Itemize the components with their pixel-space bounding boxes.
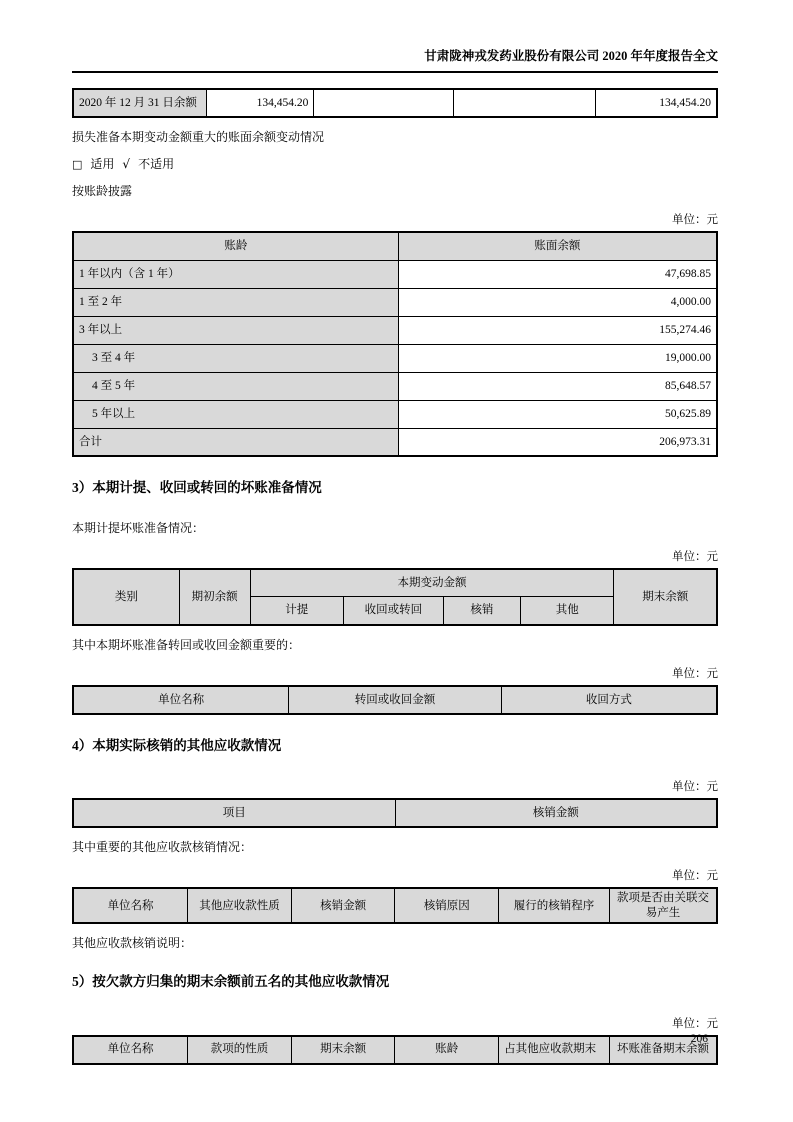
provision-change-table — [72, 568, 718, 626]
aging-col-header: 账龄 — [395, 1036, 499, 1064]
current-change-group-header: 本期变动金额 — [250, 569, 614, 597]
aging-row-value: 50,625.89 — [398, 400, 717, 428]
unit-label: 单位：元 — [672, 667, 718, 680]
table-header-row — [73, 686, 717, 714]
related-party-col-header: 款项是否由关联交易产生 — [609, 888, 717, 923]
aging-row-value: 85,648.57 — [398, 372, 717, 400]
writeoff-col-header: 核销 — [443, 597, 520, 625]
aging-disclosure-text: 按账龄披露 — [72, 184, 133, 199]
aging-row-label: 5 年以上 — [73, 400, 398, 428]
proportion-col-header: 占其他应收款期末 — [499, 1036, 610, 1064]
provision-balance-col-header: 坏账准备期末余额 — [609, 1036, 717, 1064]
section-heading-5: 5）按欠款方归集的期末余额前五名的其他应收款情况 — [72, 974, 390, 990]
table-row — [73, 260, 717, 288]
table-row — [73, 372, 717, 400]
aging-row-value: 47,698.85 — [398, 260, 717, 288]
applicable-line — [72, 157, 718, 172]
unit-label: 单位：元 — [672, 550, 718, 563]
balance-value-1: 134,454.20 — [206, 89, 314, 117]
balance-table — [72, 88, 718, 118]
opening-balance-col-header: 期初余额 — [179, 569, 250, 625]
page-content — [72, 0, 718, 1065]
important-writeoff-text: 其中重要的其他应收款核销情况： — [72, 840, 253, 855]
writeoff-procedure-col-header: 履行的核销程序 — [499, 888, 610, 923]
recovery-table — [72, 685, 718, 715]
unit-label: 单位：元 — [672, 870, 718, 883]
running-header: 甘肃陇神戎发药业股份有限公司 2020 年年度报告全文 — [72, 0, 718, 73]
table-row — [73, 89, 717, 117]
aging-row-label: 3 至 4 年 — [73, 344, 398, 372]
table-row — [73, 344, 717, 372]
other-col-header: 其他 — [521, 597, 614, 625]
aging-col-header: 账龄 — [73, 232, 398, 260]
aging-total-label: 合计 — [73, 428, 398, 456]
closing-balance-col-header: 期末余额 — [614, 569, 717, 625]
item-col-header: 项目 — [73, 799, 395, 827]
top5-receivables-table — [72, 1035, 718, 1065]
table-row — [73, 428, 717, 456]
aging-row-value: 4,000.00 — [398, 288, 717, 316]
unit-label: 单位：元 — [672, 1017, 718, 1030]
balance-empty-2 — [454, 89, 596, 117]
table-header-row — [73, 569, 717, 597]
aging-row-value: 19,000.00 — [398, 344, 717, 372]
table-header-row — [73, 1036, 717, 1064]
table-header-row — [73, 232, 717, 260]
not-applicable-label: 不适用 — [138, 157, 175, 172]
balance-col-header: 账面余额 — [398, 232, 717, 260]
writeoff-note-text: 其他应收款核销说明： — [72, 936, 193, 951]
aging-row-label: 4 至 5 年 — [73, 372, 398, 400]
check-mark-icon: √ — [122, 157, 131, 172]
unit-name-col-header: 单位名称 — [73, 1036, 188, 1064]
section-heading-4: 4）本期实际核销的其他应收款情况 — [72, 737, 282, 753]
checkbox-unchecked-icon: □ — [72, 158, 83, 172]
important-recovery-text: 其中本期坏账准备转回或收回金额重要的： — [72, 637, 301, 652]
aging-row-label: 1 至 2 年 — [73, 288, 398, 316]
aging-row-value: 155,274.46 — [398, 316, 717, 344]
recovery-col-header: 收回或转回 — [343, 597, 443, 625]
page-number: 206 — [690, 1033, 708, 1045]
writeoff-table — [72, 798, 718, 828]
balance-value-2: 134,454.20 — [596, 89, 717, 117]
table-header-row — [73, 888, 717, 923]
table-header-row — [73, 799, 717, 827]
payment-nature-col-header: 款项的性质 — [188, 1036, 292, 1064]
loss-provision-change-text: 损失准备本期变动金额重大的账面余额变动情况 — [72, 130, 325, 145]
aging-table — [72, 231, 718, 457]
balance-empty-1 — [314, 89, 454, 117]
aging-total-value: 206,973.31 — [398, 428, 717, 456]
writeoff-reason-col-header: 核销原因 — [395, 888, 499, 923]
applicable-label: 适用 — [90, 157, 115, 172]
table-row — [73, 316, 717, 344]
table-row — [73, 400, 717, 428]
writeoff-detail-table — [72, 887, 718, 924]
unit-name-col-header: 单位名称 — [73, 686, 289, 714]
category-col-header: 类别 — [73, 569, 179, 625]
closing-balance-col-header: 期末余额 — [291, 1036, 395, 1064]
table-row — [73, 288, 717, 316]
recovery-method-col-header: 收回方式 — [501, 686, 717, 714]
aging-row-label: 3 年以上 — [73, 316, 398, 344]
unit-name-col-header: 单位名称 — [73, 888, 188, 923]
section-heading-3: 3）本期计提、收回或转回的坏账准备情况 — [72, 480, 322, 496]
writeoff-amount-col-header: 核销金额 — [395, 799, 717, 827]
accrual-col-header: 计提 — [250, 597, 343, 625]
recovered-amount-col-header: 转回或收回金额 — [289, 686, 502, 714]
balance-row-label: 2020 年 12 月 31 日余额 — [73, 89, 206, 117]
writeoff-amount-col-header: 核销金额 — [291, 888, 395, 923]
unit-label: 单位：元 — [672, 781, 718, 794]
aging-row-label: 1 年以内（含 1 年） — [73, 260, 398, 288]
receivable-nature-col-header: 其他应收款性质 — [188, 888, 292, 923]
unit-label: 单位：元 — [672, 214, 718, 227]
provision-current-text: 本期计提坏账准备情况： — [72, 520, 205, 535]
